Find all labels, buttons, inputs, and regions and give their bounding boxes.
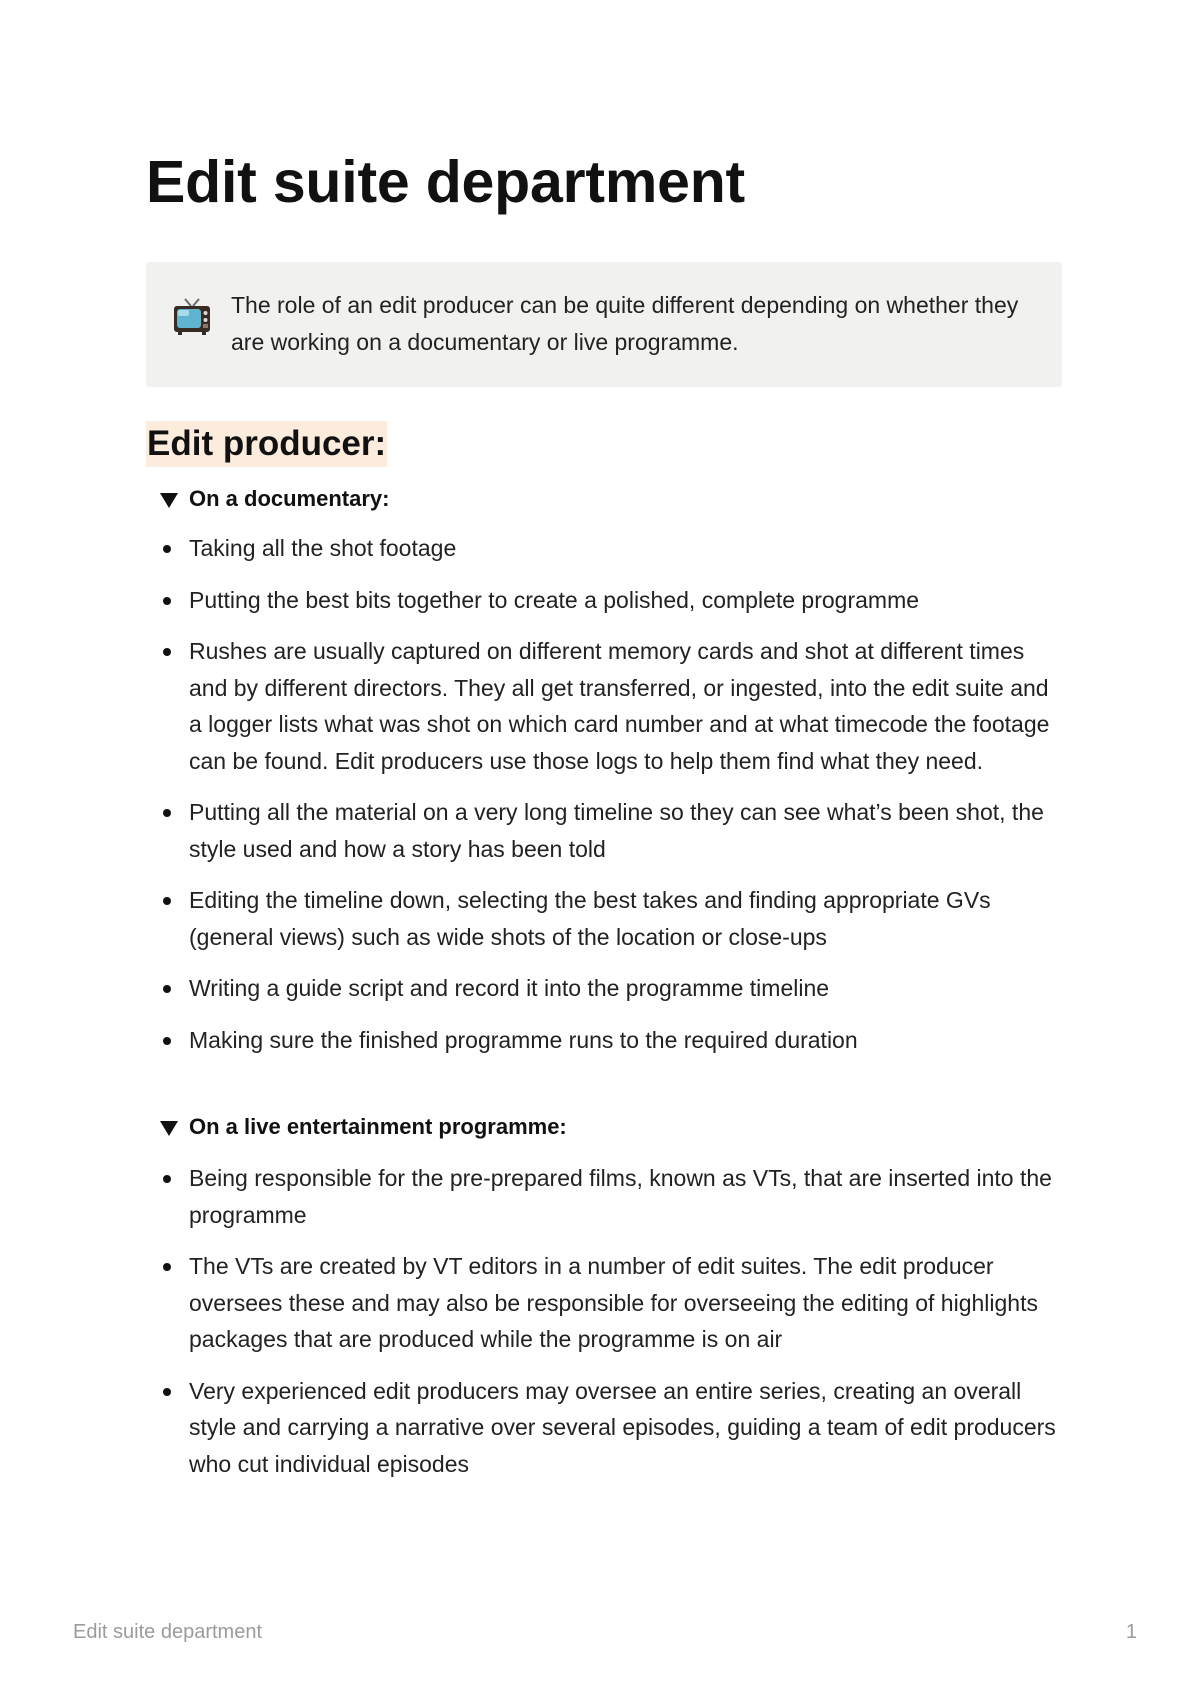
callout-box (146, 262, 1062, 387)
list-item (146, 882, 1066, 955)
list-item (146, 970, 1066, 1007)
list-item (146, 633, 1066, 779)
list-item-text: The VTs are created by VT editors in a number of edit suites. The edit producer oversees these and may also be responsible for overseeing the editing of highlights packages that are produced while the programme is on air (189, 1253, 1038, 1352)
bullet-icon (163, 1263, 171, 1271)
live-entertainment-bullet-list (146, 1160, 1066, 1497)
list-item-text: Putting the best bits together to create a polished, complete programme (189, 586, 920, 613)
list-item (146, 794, 1066, 867)
bullet-icon (163, 1388, 171, 1396)
callout-text: The role of an edit producer can be quite different depending on whether they are working on a documentary or live programme. (231, 292, 1019, 355)
bullet-icon (163, 597, 171, 605)
list-item (146, 1373, 1066, 1483)
toggle-label: On a live entertainment programme: (189, 1114, 567, 1139)
bullet-icon (163, 985, 171, 993)
list-item-text: Editing the timeline down, selecting the best takes and finding appropriate GVs (general views) such as wide shots of the location or close-ups (189, 887, 991, 950)
bullet-icon (163, 809, 171, 817)
list-item (146, 1248, 1066, 1358)
list-item (146, 530, 1066, 567)
bullet-icon (163, 1037, 171, 1045)
list-item-text: Putting all the material on a very long timeline so they can see what’s been shot, the style used and how a story has been told (189, 799, 1044, 862)
triangle-down-icon[interactable] (160, 1121, 178, 1136)
toggle-documentary[interactable] (160, 484, 389, 514)
bullet-icon (163, 545, 171, 553)
toggle-live-entertainment[interactable] (160, 1112, 567, 1142)
page-title: Edit suite department (146, 149, 745, 215)
section-heading: Edit producer: (146, 421, 387, 467)
triangle-down-icon[interactable] (160, 493, 178, 508)
documentary-bullet-list (146, 530, 1066, 1073)
bullet-icon (163, 1175, 171, 1183)
list-item-text: Taking all the shot footage (189, 535, 457, 561)
list-item-text: Making sure the finished programme runs to the required duration (189, 1026, 858, 1053)
footer-title: Edit suite department (73, 1621, 262, 1643)
bullet-icon (163, 897, 171, 905)
list-item (146, 582, 1066, 619)
bullet-icon (163, 648, 171, 656)
list-item-text: Being responsible for the pre-prepared films, known as VTs, that are inserted into the programme (189, 1165, 1052, 1228)
list-item-text: Very experienced edit producers may oversee an entire series, creating an overall style and carrying a narrative over several episodes, guiding a team of edit producers who cut individual episodes (189, 1377, 1056, 1477)
list-item (146, 1022, 1066, 1059)
page-number: 1 (1125, 1621, 1137, 1643)
list-item-text: Writing a guide script and record it into the programme timeline (189, 975, 830, 1001)
television-icon (172, 296, 212, 336)
toggle-label: On a documentary: (189, 486, 390, 511)
list-item (146, 1160, 1066, 1233)
list-item-text: Rushes are usually captured on different memory cards and shot at different times and by different directors. They all get transferred, or ingested, into the edit suite and a logger lists what was shot on which card number and at what timecode the footage can be found. Edit producers use those logs to help them find what they need. (189, 638, 1050, 774)
